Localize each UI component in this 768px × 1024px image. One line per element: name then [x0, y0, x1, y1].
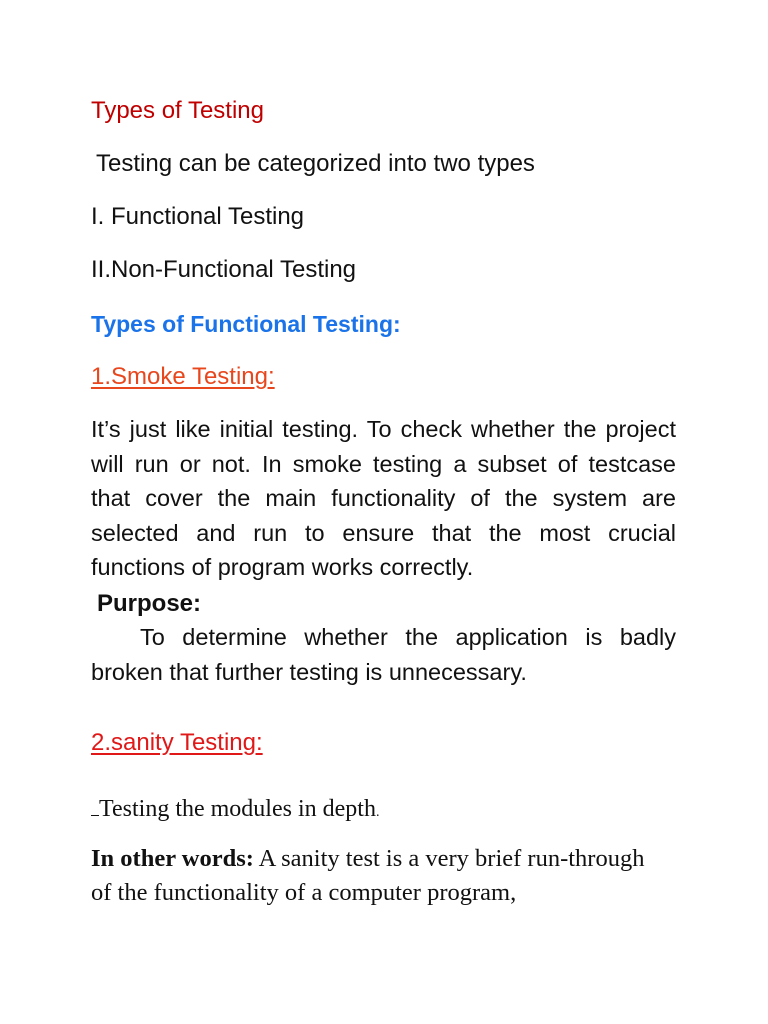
- types-of-testing-heading: Types of Testing: [91, 97, 264, 124]
- underline-mark: [91, 793, 99, 816]
- intro-text: Testing can be categorized into two types: [96, 150, 535, 177]
- other-words-label: In other words:: [91, 845, 254, 872]
- depth-line: [91, 792, 379, 830]
- other-words-text: A sanity test is a very brief run-through of the functionality of a computer program,: [91, 845, 645, 906]
- smoke-testing-paragraph: It’s just like initial testing. To check whether the project will run or not. In smoke testing a subset of testcase that cover the main functionality of the system are selected and run to ensure that the most crucial functions of program works correctly.: [91, 416, 676, 581]
- functional-testing-section-heading: Types of Functional Testing:: [91, 311, 401, 337]
- sanity-testing-heading: 2.sanity Testing:: [91, 729, 263, 756]
- purpose-label: Purpose:: [97, 590, 202, 617]
- smoke-testing-heading: 1.Smoke Testing:: [91, 363, 275, 390]
- depth-dot: .: [375, 805, 380, 820]
- purpose-paragraph: To determine whether the application is badly broken that further testing is unnecessary.: [91, 624, 676, 685]
- list-item-non-functional: II.Non-Functional Testing: [91, 256, 357, 283]
- depth-text: Testing the modules in depth: [99, 796, 376, 822]
- other-words-paragraph: [91, 842, 651, 910]
- list-item-functional: I. Functional Testing: [91, 203, 305, 230]
